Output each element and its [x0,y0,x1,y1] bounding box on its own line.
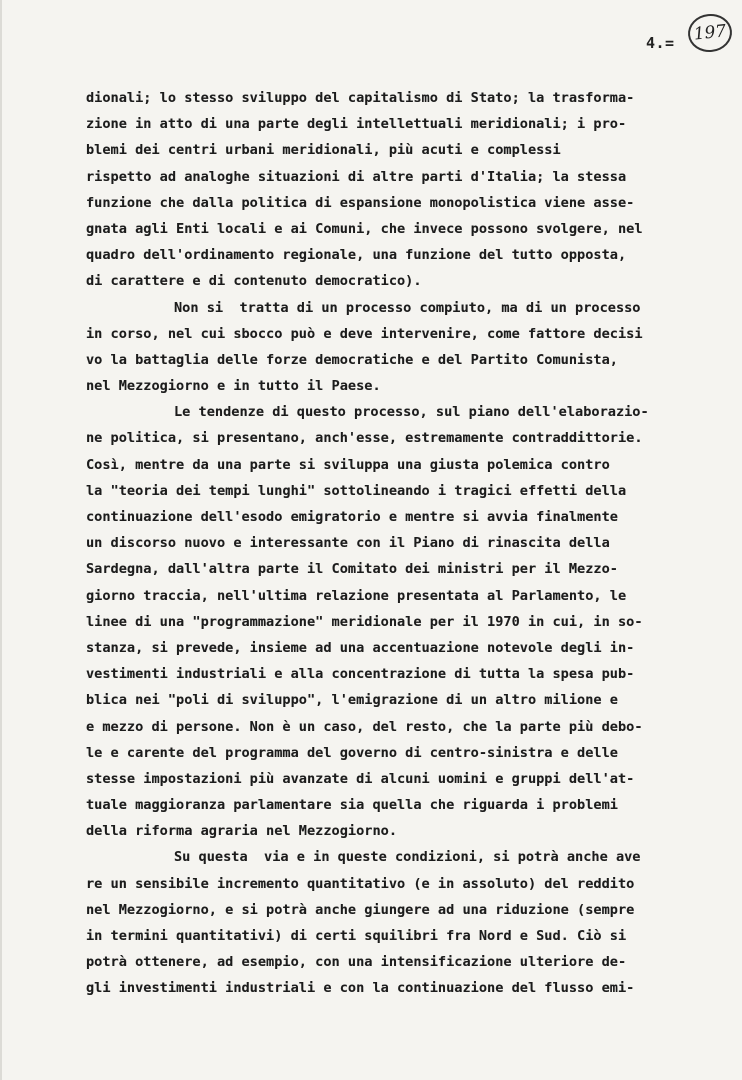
text-line: continuazione dell'esodo emigratorio e mentre si avvia finalmente [86,509,618,525]
text-line: Così, mentre da una parte si sviluppa una giusta polemica contro [86,456,610,473]
text-line: vestimenti industriali e alla concentrazione di tutta la spesa pub- [86,666,635,683]
text-line: potrà ottenere, ad esempio, con una intensificazione ulteriore de- [86,954,627,971]
text-line: stanza, si prevede, insieme ad una accentuazione notevole degli in- [86,639,635,656]
text-line: blemi dei centri urbani meridionali, più acuti e complessi [86,142,561,159]
paragraph [86,295,696,400]
text-line: vo la battaglia delle forze democratiche e del Partito Comunista, [86,351,618,368]
body-text [86,85,696,1002]
text-line: Su questa via e in queste condizioni, si potrà anche ave [174,849,641,866]
text-line: ne politica, si presentano, anch'esse, estremamente contraddittorie. [86,430,643,447]
text-line: stesse impostazioni più avanzate di alcuni uomini e gruppi dell'at- [86,770,635,787]
text-line: quadro dell'ordinamento regionale, una funzione del tutto opposta, [86,247,627,264]
text-line: nel Mezzogiorno, e si potrà anche giungere ad una riduzione (sempre [86,901,635,918]
paragraph [86,85,696,295]
text-line: tuale maggioranza parlamentare sia quella che riguarda i problemi [86,797,618,814]
text-line: rispetto ad analoghe situazioni di altre parti d'Italia; la stessa [86,168,627,185]
text-line: di carattere e di contenuto democratico). [86,273,422,290]
archive-number-stamp: 197 [686,12,734,54]
text-line: giorno traccia, nell'ultima relazione presentata al Parlamento, le [86,587,627,604]
paragraph [86,844,696,1001]
text-line: in termini quantitativi) di certi squilibri fra Nord e Sud. Ciò si [86,928,627,944]
text-line: nel Mezzogiorno e in tutto il Paese. [86,378,381,395]
text-line: funzione che dalla politica di espansione monopolistica viene asse- [86,194,635,211]
text-line: blica nei "poli di sviluppo", l'emigrazione di un altro milione e [86,692,618,709]
text-line: dionali; lo stesso sviluppo del capitalismo di Stato; la trasforma- [86,90,635,106]
text-line: della riforma agraria nel Mezzogiorno. [86,823,397,840]
page-number: 4.= [646,34,675,52]
text-line: la "teoria dei tempi lunghi" sottolineando i tragici effetti della [86,482,627,499]
text-line: le e carente del programma del governo di centro-sinistra e delle [86,744,618,761]
text-line: gli investimenti industriali e con la continuazione del flusso emi- [86,980,635,997]
paragraph [86,399,696,844]
text-line: Non si tratta di un processo compiuto, ma di un processo [174,299,641,316]
text-line: linee di una "programmazione" meridionale per il 1970 in cui, in so- [86,613,643,630]
text-line: zione in atto di una parte degli intellettuali meridionali; i pro- [86,116,627,133]
text-line: Le tendenze di questo processo, sul piano dell'elaborazio- [174,404,649,421]
text-line: e mezzo di persone. Non è un caso, del resto, che la parte più debo- [86,718,643,735]
text-line: un discorso nuovo e interessante con il Piano di rinascita della [86,535,610,552]
text-line: re un sensibile incremento quantitativo (e in assoluto) del reddito [86,875,635,892]
text-line: Sardegna, dall'altra parte il Comitato dei ministri per il Mezzo- [86,561,618,578]
text-line: in corso, nel cui sbocco può e deve intervenire, come fattore decisi [86,325,643,342]
text-line: gnata agli Enti locali e ai Comuni, che invece possono svolgere, nel [86,220,643,237]
